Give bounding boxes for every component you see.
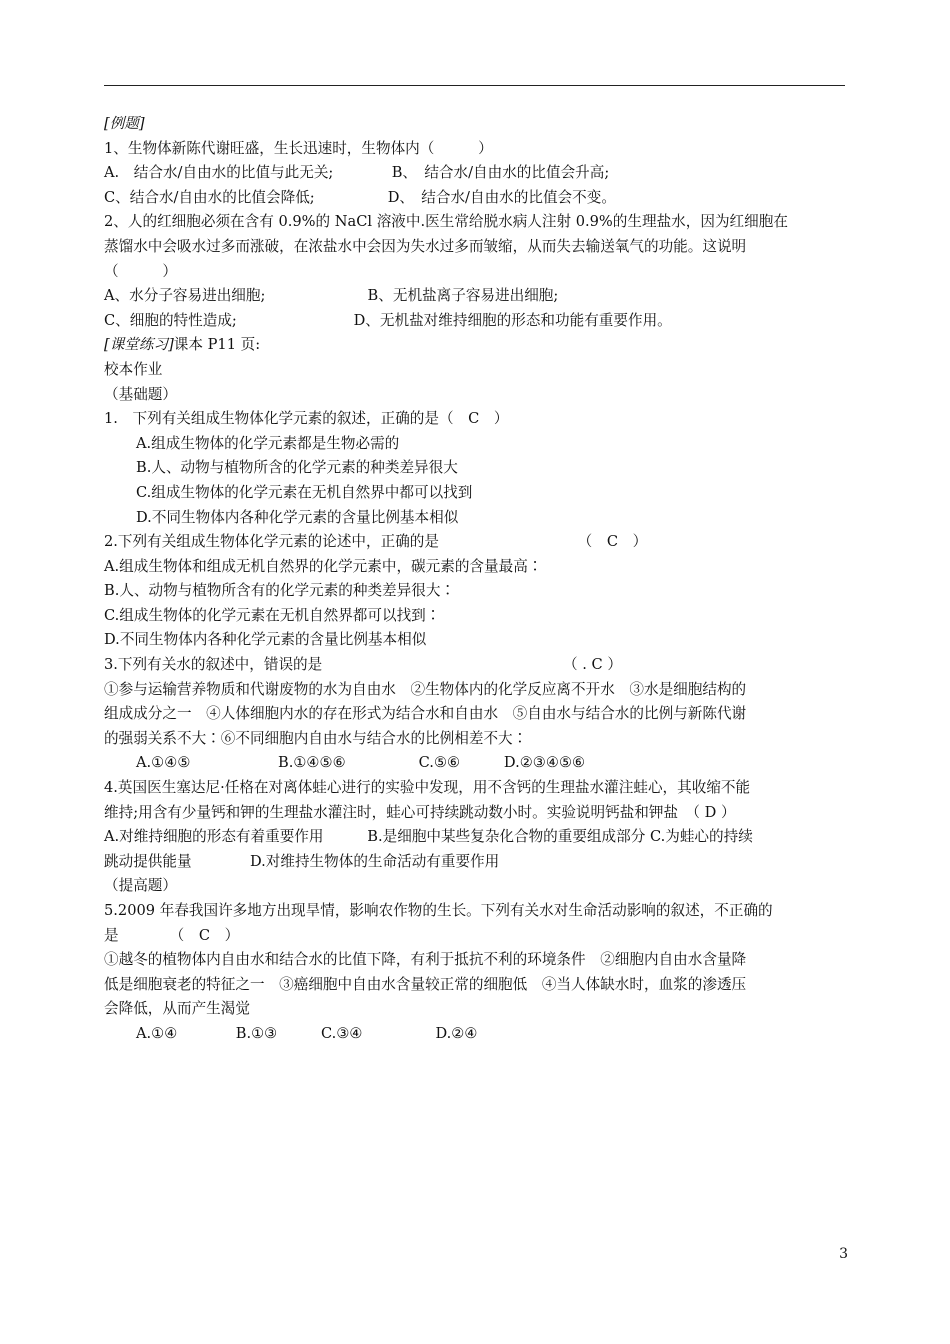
- hw-q1-stem: 1. 下列有关组成生物体化学元素的叙述，正确的是（ C ）: [104, 410, 509, 428]
- hw-q4-line4: 跳动提供能量 D.对维持生物体的生命活动有重要作用: [104, 852, 500, 870]
- example-q1-options-row2: C、结合水/自由水的比值会降低; D、 结合水/自由水的比值会不变。: [104, 188, 616, 206]
- advanced-section-label: （提高题）: [104, 877, 177, 895]
- hw-q5-line3: ①越冬的植物体内自由水和结合水的比值下降，有利于抵抗不利的环境条件 ②细胞内自由水含量降: [104, 951, 747, 969]
- hw-q1-option-d: D.不同生物体内各种化学元素的含量比例基本相似: [136, 508, 459, 526]
- hw-q3-line3: 的强弱关系不大∶⑥不同细胞内自由水与结合水的比例相差不大∶: [104, 729, 528, 747]
- practice-line: [104, 333, 849, 358]
- example-q1-options-row1: A. 结合水/自由水的比值与此无关; B、 结合水/自由水的比值会升高;: [104, 164, 610, 182]
- hw-q3-options: A.①④⑤ B.①④⑤⑥ C.⑤⑥ D.②③④⑤⑥: [136, 754, 586, 772]
- hw-q2-option-b: B.人、动物与植物所含有的化学元素的种类差异很大∶: [104, 582, 456, 600]
- example-q2-line2: 蒸馏水中会吸水过多而涨破，在浓盐水中会因为失水过多而皱缩，从而失去输送氧气的功能。这说明: [104, 237, 747, 255]
- hw-q4-line3: A.对维持细胞的形态有着重要作用 B.是细胞中某些复杂化合物的重要组成部分 C.为蛙心的持续: [104, 828, 753, 846]
- example-q2-line3: （ ）: [104, 262, 177, 280]
- practice-text: 课本 P11 页:: [173, 336, 261, 354]
- hw-q3-line2: 组成成分之一 ④人体细胞内水的存在形式为结合水和自由水 ⑤自由水与结合水的比例与新陈代谢: [104, 705, 747, 723]
- hw-q4-line2: 维持;用含有少量钙和钾的生理盐水灌注时，蛙心可持续跳动数小时。实验说明钙盐和钾盐 （ D ）: [104, 803, 736, 821]
- document-body: [104, 112, 849, 1047]
- hw-q1-option-b: B.人、动物与植物所含的化学元素的种类差异很大: [136, 459, 458, 477]
- hw-q5-line2: 是 （ C ）: [104, 926, 240, 944]
- example-header: [例题]: [104, 115, 145, 132]
- hw-q5-line4: 低是细胞衰老的特征之一 ③癌细胞中自由水含量较正常的细胞低 ④当人体缺水时，血浆的渗透压: [104, 975, 747, 993]
- hw-q2-stem: 2.下列有关组成生物体化学元素的论述中，正确的是 （ C ）: [104, 533, 648, 551]
- hw-q2-option-a: A.组成生物体和组成无机自然界的化学元素中，碳元素的含量最高∶: [104, 557, 543, 575]
- hw-q3-stem: 3.下列有关水的叙述中，错误的是 （ . C ）: [104, 656, 622, 674]
- hw-q3-line1: ①参与运输营养物质和代谢废物的水为自由水 ②生物体内的化学反应离不开水 ③水是细胞结构的: [104, 680, 747, 698]
- homework-title: 校本作业: [104, 360, 163, 378]
- example-q2-options-row2: C、细胞的特性造成; D、无机盐对维持细胞的形态和功能有重要作用。: [104, 311, 672, 329]
- page-number: 3: [839, 1246, 848, 1262]
- header-rule: [104, 85, 845, 86]
- hw-q1-option-c: C.组成生物体的化学元素在无机自然界中都可以找到: [136, 483, 473, 501]
- example-q1-stem: 1、生物体新陈代谢旺盛，生长迅速时，生物体内（ ）: [104, 139, 493, 157]
- basic-section-label: （基础题）: [104, 385, 177, 403]
- hw-q2-option-d: D.不同生物体内各种化学元素的含量比例基本相似: [104, 631, 427, 649]
- hw-q4-line1: 4.英国医生塞达尼·任格在对离体蛙心进行的实验中发现，用不含钙的生理盐水灌注蛙心，其收缩不能: [104, 779, 751, 797]
- practice-label: [课堂练习]: [104, 336, 174, 354]
- hw-q5-line1: 5.2009 年春我国许多地方出现旱情，影响农作物的生长。下列有关水对生命活动影响的叙述，不正确的: [104, 902, 773, 919]
- example-q2-line1: 2、人的红细胞必须在含有 0.9%的 NaCl 溶液中.医生常给脱水病人注射 0.9%的生理盐水，因为红细胞在: [104, 213, 788, 231]
- hw-q5-options: A.①④ B.①③ C.③④ D.②④: [136, 1024, 478, 1042]
- hw-q1-option-a: A.组成生物体的化学元素都是生物必需的: [136, 434, 400, 452]
- example-q2-options-row1: A、水分子容易进出细胞; B、无机盐离子容易进出细胞;: [104, 287, 559, 305]
- hw-q2-option-c: C.组成生物体的化学元素在无机自然界都可以找到∶: [104, 606, 441, 624]
- hw-q5-line5: 会降低，从而产生渴觉: [104, 1000, 250, 1018]
